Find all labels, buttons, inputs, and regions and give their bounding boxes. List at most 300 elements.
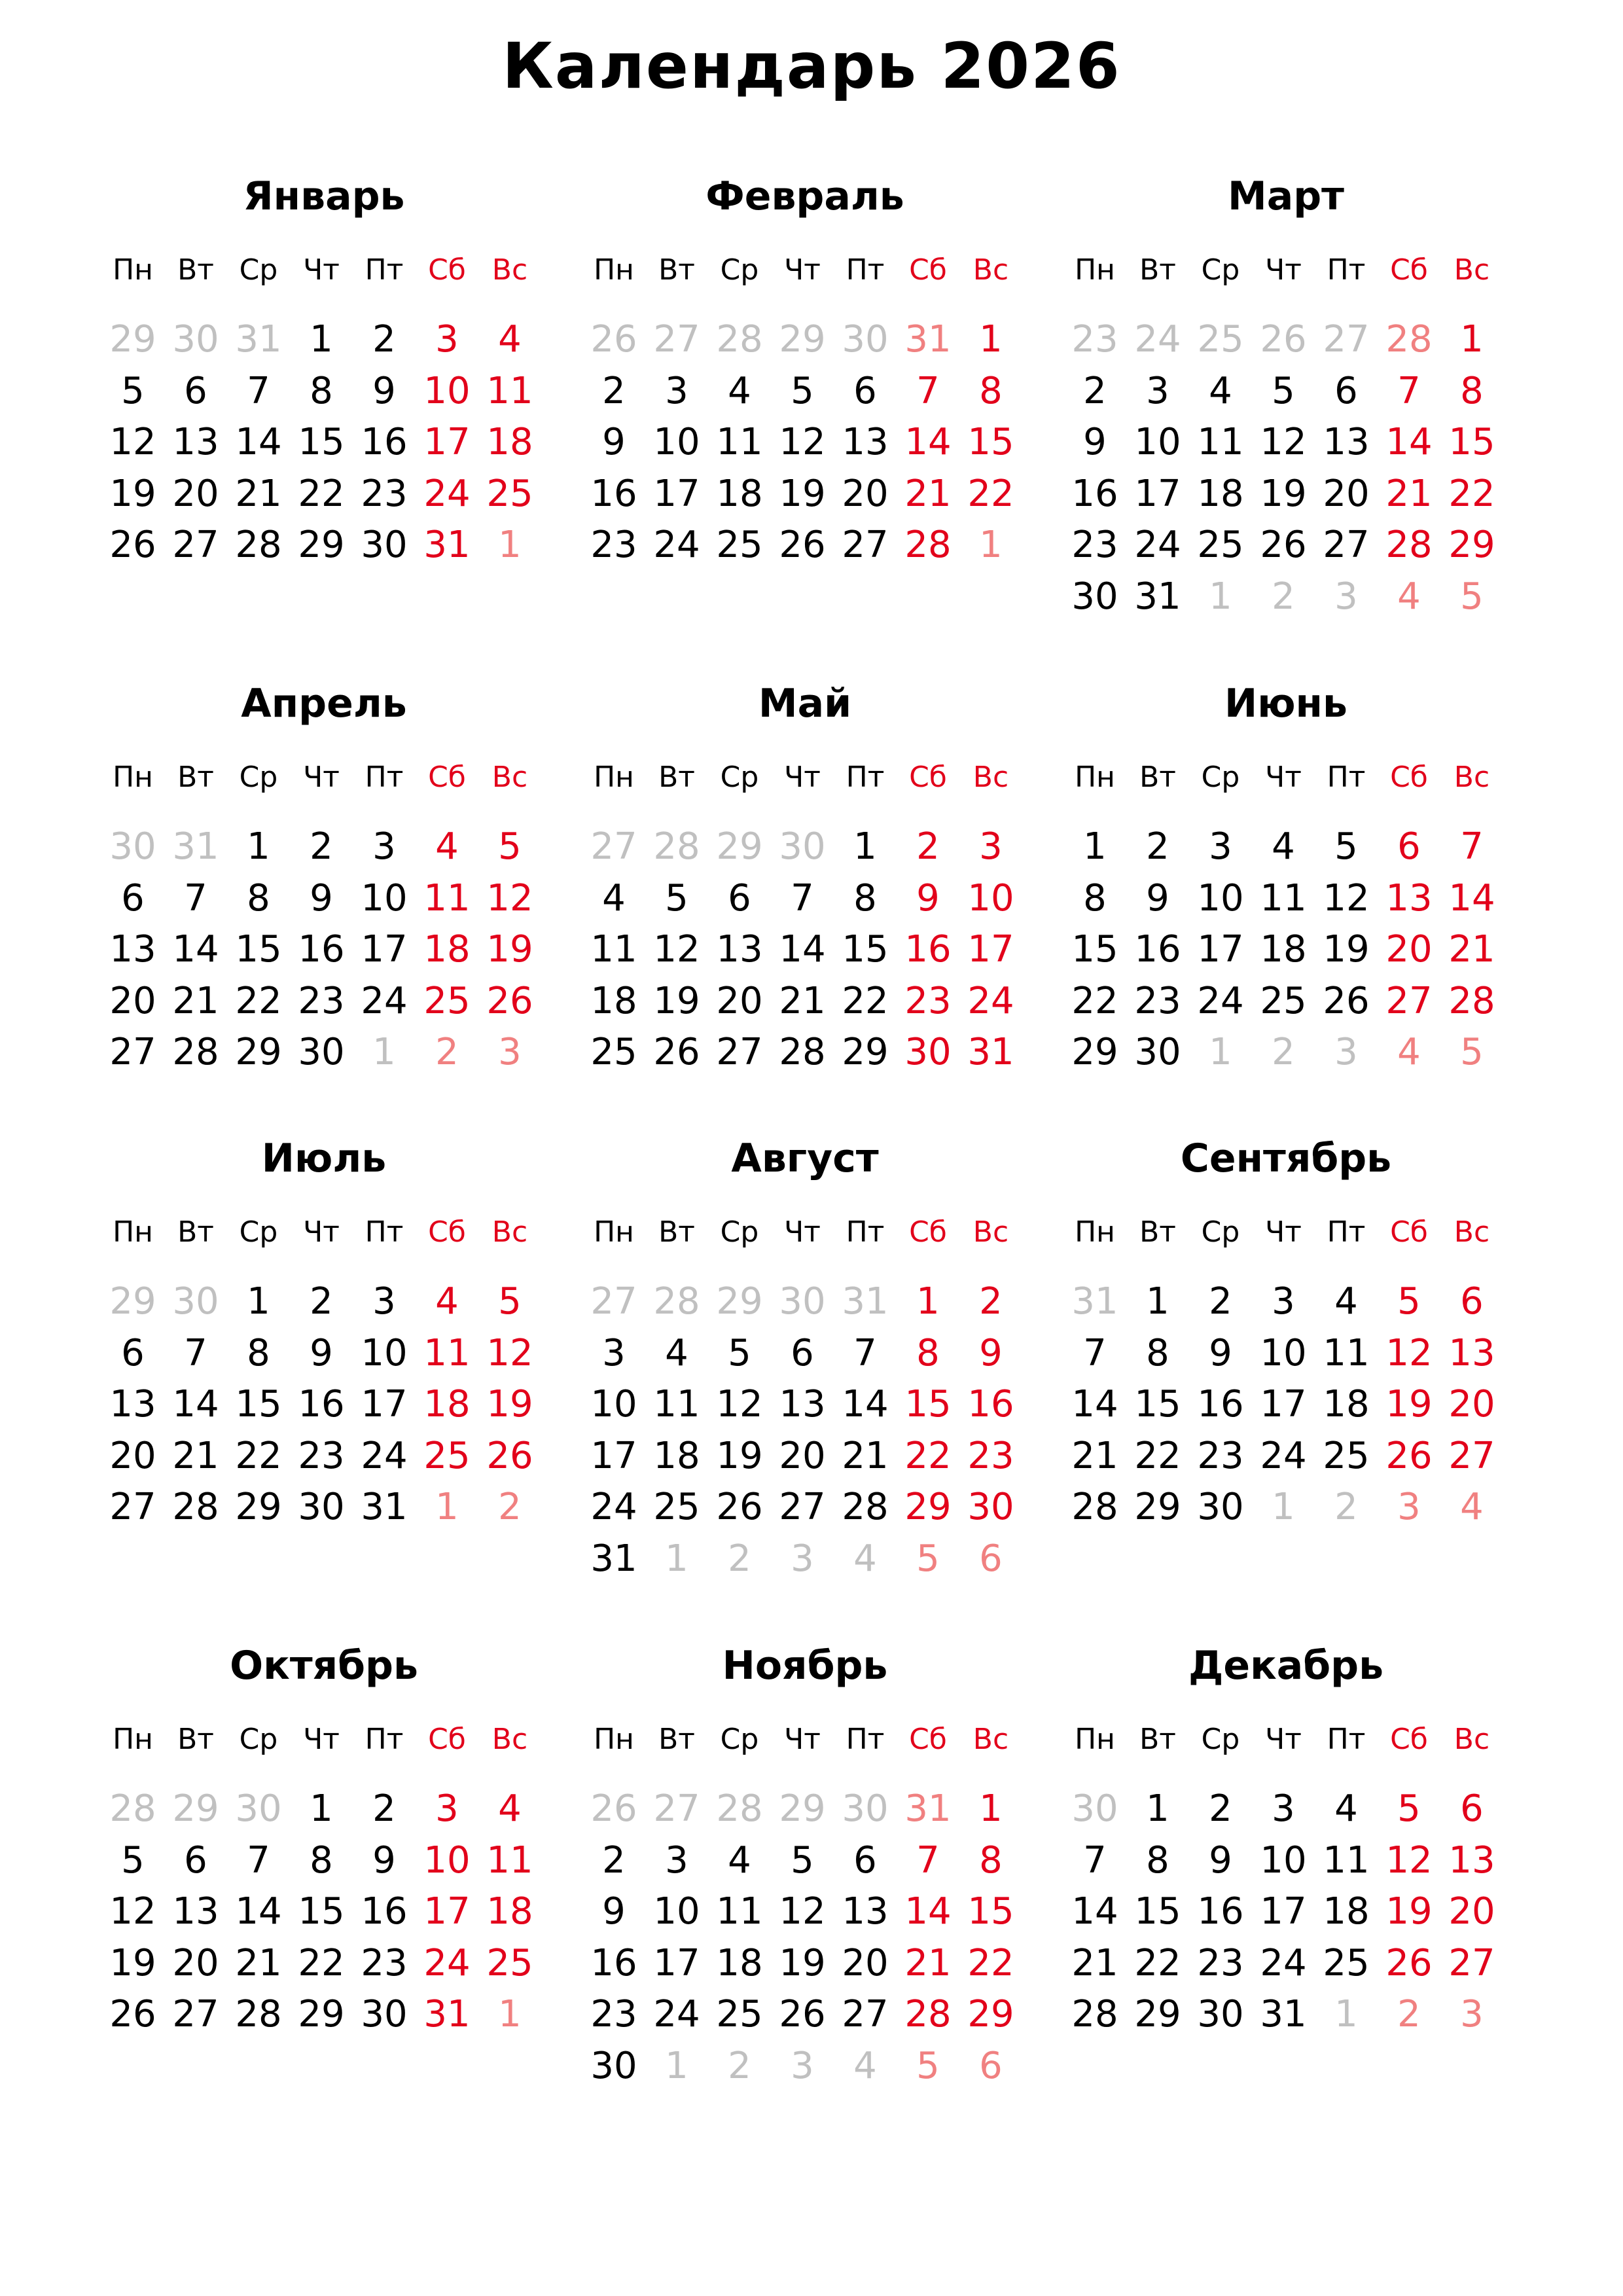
adjacent-month-day: 1: [498, 524, 522, 566]
day-cell: 17: [653, 472, 700, 515]
day-cell: 5: [1397, 1280, 1421, 1323]
day-cell: 26: [109, 524, 156, 566]
day-cell: 24: [967, 979, 1014, 1022]
day-cell: 18: [716, 1941, 763, 1984]
day-cell: 27: [1385, 979, 1433, 1022]
day-cell: 16: [1071, 472, 1118, 515]
day-cell: 21: [842, 1434, 889, 1477]
adjacent-month-day: 28: [716, 1787, 763, 1830]
weekday-header: Пт: [1327, 1723, 1366, 1756]
day-cell: 10: [590, 1383, 637, 1426]
weekday-header: Ср: [720, 761, 759, 794]
day-cell: 10: [653, 421, 700, 463]
day-cell: 14: [1385, 421, 1433, 463]
day-cell: 1: [853, 825, 877, 868]
day-cell: 16: [1134, 928, 1181, 971]
day-cell: 11: [486, 1839, 533, 1882]
day-cell: 8: [916, 1331, 940, 1374]
weekday-header: Вс: [491, 253, 528, 287]
day-cell: 11: [1260, 876, 1307, 920]
day-cell: 27: [109, 1031, 156, 1073]
day-cell: 4: [602, 876, 626, 920]
day-cell: 14: [1071, 1383, 1118, 1426]
day-cell: 17: [361, 1383, 408, 1426]
day-cell: 29: [235, 1486, 282, 1528]
day-cell: 3: [435, 1787, 459, 1830]
adjacent-month-day: 28: [716, 318, 763, 361]
day-cell: 6: [1460, 1787, 1484, 1830]
day-cell: 29: [298, 1993, 345, 2036]
day-cell: 13: [109, 928, 156, 971]
day-cell: 12: [779, 421, 826, 463]
weekday-header: Пт: [365, 761, 404, 794]
adjacent-month-day: 29: [109, 318, 156, 361]
day-cell: 5: [1397, 1787, 1421, 1830]
day-cell: 3: [372, 1280, 396, 1323]
day-cell: 24: [1260, 1434, 1307, 1477]
day-cell: 6: [853, 369, 877, 412]
day-cell: 9: [979, 1331, 1003, 1374]
day-cell: 3: [372, 825, 396, 868]
day-cell: 28: [172, 1031, 219, 1073]
day-cell: 15: [1448, 421, 1495, 463]
adjacent-month-day: 2: [1334, 1486, 1358, 1528]
adjacent-month-day: 26: [590, 318, 637, 361]
day-cell: 20: [716, 979, 763, 1022]
weekday-header: Ср: [720, 1215, 759, 1249]
day-cell: 23: [590, 1993, 637, 2036]
day-cell: 27: [1448, 1434, 1495, 1477]
day-cell: 3: [665, 369, 688, 412]
day-cell: 4: [1209, 369, 1232, 412]
month-name: Июнь: [1224, 681, 1347, 726]
day-cell: 20: [109, 979, 156, 1022]
day-cell: 16: [590, 472, 637, 515]
weekday-header: Пн: [113, 1215, 153, 1249]
day-cell: 7: [916, 1839, 940, 1882]
weekday-header: Ср: [720, 253, 759, 287]
weekday-header: Пн: [113, 761, 153, 794]
day-cell: 30: [298, 1486, 345, 1528]
weekday-header: Чт: [784, 253, 821, 287]
day-cell: 3: [1272, 1280, 1295, 1323]
weekday-header: Чт: [1265, 1215, 1302, 1249]
day-cell: 18: [1323, 1383, 1370, 1426]
weekday-header: Чт: [1265, 761, 1302, 794]
day-cell: 21: [779, 979, 826, 1022]
day-cell: 8: [247, 876, 270, 920]
day-cell: 19: [1323, 928, 1370, 971]
adjacent-month-day: 28: [653, 1280, 700, 1323]
day-cell: 9: [372, 369, 396, 412]
day-cell: 13: [779, 1383, 826, 1426]
day-cell: 11: [653, 1383, 700, 1426]
weekday-header: Вс: [491, 1723, 528, 1756]
day-cell: 2: [1209, 1280, 1232, 1323]
day-cell: 1: [247, 825, 270, 868]
weekday-header: Вт: [177, 1723, 214, 1756]
day-cell: 8: [979, 369, 1003, 412]
day-cell: 1: [1460, 318, 1484, 361]
day-cell: 15: [967, 1890, 1014, 1933]
day-cell: 8: [1146, 1331, 1169, 1374]
day-cell: 6: [121, 876, 145, 920]
day-cell: 21: [172, 1434, 219, 1477]
day-cell: 14: [172, 928, 219, 971]
day-cell: 4: [1334, 1787, 1358, 1830]
day-cell: 28: [904, 1993, 952, 2036]
day-cell: 11: [590, 928, 637, 971]
day-cell: 21: [172, 979, 219, 1022]
month-name: Апрель: [241, 681, 407, 726]
weekday-header: Сб: [428, 1215, 466, 1249]
weekday-header: Ср: [1201, 1215, 1240, 1249]
day-cell: 14: [904, 1890, 952, 1933]
day-cell: 22: [1134, 1941, 1181, 1984]
day-cell: 29: [298, 524, 345, 566]
adjacent-month-day: 23: [1071, 318, 1118, 361]
weekday-header: Ср: [1201, 1723, 1240, 1756]
day-cell: 18: [486, 1890, 533, 1933]
month-name: Ноябрь: [722, 1643, 888, 1689]
day-cell: 7: [853, 1331, 877, 1374]
day-cell: 13: [172, 1890, 219, 1933]
day-cell: 25: [1323, 1434, 1370, 1477]
day-cell: 21: [235, 472, 282, 515]
adjacent-month-day: 24: [1134, 318, 1181, 361]
day-cell: 25: [590, 1031, 637, 1073]
day-cell: 15: [904, 1383, 952, 1426]
day-cell: 12: [109, 1890, 156, 1933]
day-cell: 1: [979, 1787, 1003, 1830]
day-cell: 15: [1134, 1890, 1181, 1933]
adjacent-month-day: 31: [1071, 1280, 1118, 1323]
day-cell: 8: [1460, 369, 1484, 412]
day-cell: 15: [1134, 1383, 1181, 1426]
adjacent-month-day: 29: [716, 825, 763, 868]
day-cell: 12: [779, 1890, 826, 1933]
day-cell: 10: [361, 876, 408, 920]
day-cell: 14: [1448, 876, 1495, 920]
day-cell: 17: [361, 928, 408, 971]
month-name: Май: [758, 681, 852, 726]
adjacent-month-day: 3: [791, 2044, 814, 2087]
day-cell: 3: [435, 318, 459, 361]
weekday-header: Сб: [909, 1723, 947, 1756]
day-cell: 31: [423, 1993, 471, 2036]
day-cell: 15: [1071, 928, 1118, 971]
day-cell: 10: [653, 1890, 700, 1933]
adjacent-month-day: 27: [653, 1787, 700, 1830]
weekday-header: Пн: [1075, 253, 1115, 287]
day-cell: 25: [423, 979, 471, 1022]
day-cell: 13: [842, 1890, 889, 1933]
adjacent-month-day: 25: [1197, 318, 1244, 361]
adjacent-month-day: 26: [590, 1787, 637, 1830]
day-cell: 26: [779, 524, 826, 566]
day-cell: 30: [361, 524, 408, 566]
day-cell: 27: [842, 1993, 889, 2036]
day-cell: 9: [1209, 1331, 1232, 1374]
day-cell: 23: [1197, 1434, 1244, 1477]
page-title: Календарь 2026: [502, 29, 1121, 103]
day-cell: 25: [486, 472, 533, 515]
day-cell: 2: [979, 1280, 1003, 1323]
adjacent-month-day: 4: [1397, 1031, 1421, 1073]
day-cell: 12: [653, 928, 700, 971]
day-cell: 4: [1272, 825, 1295, 868]
day-cell: 13: [1448, 1331, 1495, 1374]
day-cell: 26: [1260, 524, 1307, 566]
weekday-header: Пт: [1327, 253, 1366, 287]
weekday-header: Сб: [428, 253, 466, 287]
adjacent-month-day: 5: [916, 1537, 940, 1580]
weekday-header: Сб: [428, 761, 466, 794]
day-cell: 3: [979, 825, 1003, 868]
day-cell: 31: [423, 524, 471, 566]
adjacent-month-day: 3: [498, 1031, 522, 1073]
weekday-header: Сб: [1390, 1215, 1428, 1249]
day-cell: 14: [779, 928, 826, 971]
day-cell: 25: [1260, 979, 1307, 1022]
day-cell: 7: [247, 369, 270, 412]
weekday-header: Чт: [784, 1215, 821, 1249]
adjacent-month-day: 28: [109, 1787, 156, 1830]
weekday-header: Сб: [1390, 761, 1428, 794]
day-cell: 13: [716, 928, 763, 971]
day-cell: 5: [1334, 825, 1358, 868]
day-cell: 19: [486, 928, 533, 971]
day-cell: 28: [235, 1993, 282, 2036]
weekday-header: Вт: [1139, 761, 1176, 794]
weekday-header: Вт: [658, 1723, 695, 1756]
weekday-header: Вс: [491, 761, 528, 794]
day-cell: 2: [310, 825, 333, 868]
adjacent-month-day: 27: [653, 318, 700, 361]
day-cell: 13: [1385, 876, 1433, 920]
day-cell: 9: [310, 1331, 333, 1374]
day-cell: 28: [1071, 1486, 1118, 1528]
day-cell: 2: [1083, 369, 1107, 412]
adjacent-month-day: 6: [979, 2044, 1003, 2087]
day-cell: 7: [791, 876, 814, 920]
day-cell: 28: [1385, 524, 1433, 566]
day-cell: 22: [967, 1941, 1014, 1984]
adjacent-month-day: 2: [1272, 1031, 1295, 1073]
weekday-header: Вс: [972, 761, 1009, 794]
day-cell: 28: [1448, 979, 1495, 1022]
adjacent-month-day: 31: [904, 1787, 952, 1830]
day-cell: 31: [590, 1537, 637, 1580]
day-cell: 30: [1197, 1993, 1244, 2036]
adjacent-month-day: 30: [1071, 1787, 1118, 1830]
day-cell: 8: [853, 876, 877, 920]
day-cell: 6: [1334, 369, 1358, 412]
day-cell: 29: [1134, 1993, 1181, 2036]
adjacent-month-day: 5: [1460, 575, 1484, 618]
month-name: Август: [731, 1136, 879, 1181]
adjacent-month-day: 3: [1334, 575, 1358, 618]
day-cell: 23: [298, 1434, 345, 1477]
day-cell: 5: [498, 1280, 522, 1323]
day-cell: 12: [486, 1331, 533, 1374]
day-cell: 13: [109, 1383, 156, 1426]
day-cell: 16: [1197, 1890, 1244, 1933]
day-cell: 5: [1272, 369, 1295, 412]
day-cell: 28: [904, 524, 952, 566]
day-cell: 2: [310, 1280, 333, 1323]
day-cell: 27: [172, 524, 219, 566]
adjacent-month-day: 30: [109, 825, 156, 868]
adjacent-month-day: 29: [172, 1787, 219, 1830]
day-cell: 6: [728, 876, 751, 920]
day-cell: 15: [235, 1383, 282, 1426]
day-cell: 15: [298, 421, 345, 463]
adjacent-month-day: 31: [842, 1280, 889, 1323]
weekday-header: Ср: [239, 761, 278, 794]
day-cell: 26: [1385, 1941, 1433, 1984]
day-cell: 4: [728, 1839, 751, 1882]
adjacent-month-day: 30: [235, 1787, 282, 1830]
day-cell: 16: [298, 928, 345, 971]
day-cell: 20: [779, 1434, 826, 1477]
day-cell: 4: [498, 318, 522, 361]
day-cell: 9: [1209, 1839, 1232, 1882]
day-cell: 27: [1448, 1941, 1495, 1984]
day-cell: 3: [665, 1839, 688, 1882]
day-cell: 2: [1146, 825, 1169, 868]
day-cell: 6: [853, 1839, 877, 1882]
day-cell: 8: [1146, 1839, 1169, 1882]
weekday-header: Пт: [846, 253, 885, 287]
day-cell: 14: [842, 1383, 889, 1426]
day-cell: 22: [235, 979, 282, 1022]
weekday-header: Чт: [784, 761, 821, 794]
day-cell: 4: [498, 1787, 522, 1830]
day-cell: 2: [602, 1839, 626, 1882]
day-cell: 19: [1260, 472, 1307, 515]
day-cell: 29: [1071, 1031, 1118, 1073]
day-cell: 16: [361, 1890, 408, 1933]
day-cell: 7: [1083, 1331, 1107, 1374]
weekday-header: Сб: [1390, 1723, 1428, 1756]
weekday-header: Пт: [365, 1215, 404, 1249]
day-cell: 7: [1083, 1839, 1107, 1882]
day-cell: 31: [1260, 1993, 1307, 2036]
day-cell: 21: [904, 1941, 952, 1984]
adjacent-month-day: 31: [172, 825, 219, 868]
day-cell: 9: [310, 876, 333, 920]
day-cell: 29: [1448, 524, 1495, 566]
day-cell: 25: [423, 1434, 471, 1477]
day-cell: 27: [109, 1486, 156, 1528]
day-cell: 10: [361, 1331, 408, 1374]
day-cell: 27: [779, 1486, 826, 1528]
day-cell: 10: [1197, 876, 1244, 920]
adjacent-month-day: 1: [435, 1486, 459, 1528]
day-cell: 1: [310, 318, 333, 361]
day-cell: 15: [842, 928, 889, 971]
adjacent-month-day: 4: [853, 1537, 877, 1580]
adjacent-month-day: 29: [779, 318, 826, 361]
day-cell: 24: [361, 1434, 408, 1477]
weekday-header: Пт: [846, 1215, 885, 1249]
day-cell: 25: [653, 1486, 700, 1528]
day-cell: 11: [1323, 1331, 1370, 1374]
month-name: Декабрь: [1188, 1643, 1384, 1689]
weekday-header: Сб: [428, 1723, 466, 1756]
day-cell: 24: [1197, 979, 1244, 1022]
day-cell: 12: [1323, 876, 1370, 920]
adjacent-month-day: 4: [1460, 1486, 1484, 1528]
day-cell: 9: [1083, 421, 1107, 463]
day-cell: 16: [1197, 1383, 1244, 1426]
day-cell: 11: [1197, 421, 1244, 463]
weekday-header: Ср: [239, 1215, 278, 1249]
day-cell: 18: [423, 928, 471, 971]
day-cell: 20: [1448, 1890, 1495, 1933]
adjacent-month-day: 1: [979, 524, 1003, 566]
day-cell: 17: [590, 1434, 637, 1477]
day-cell: 7: [184, 876, 207, 920]
day-cell: 20: [172, 1941, 219, 1984]
day-cell: 23: [1197, 1941, 1244, 1984]
day-cell: 29: [967, 1993, 1014, 2036]
day-cell: 17: [967, 928, 1014, 971]
day-cell: 26: [1385, 1434, 1433, 1477]
weekday-header: Вт: [658, 253, 695, 287]
day-cell: 29: [842, 1031, 889, 1073]
day-cell: 19: [716, 1434, 763, 1477]
day-cell: 26: [109, 1993, 156, 2036]
day-cell: 16: [967, 1383, 1014, 1426]
day-cell: 14: [1071, 1890, 1118, 1933]
adjacent-month-day: 1: [498, 1993, 522, 2036]
day-cell: 6: [184, 1839, 207, 1882]
day-cell: 15: [967, 421, 1014, 463]
day-cell: 18: [486, 421, 533, 463]
day-cell: 10: [423, 1839, 471, 1882]
day-cell: 21: [1448, 928, 1495, 971]
day-cell: 2: [372, 318, 396, 361]
day-cell: 22: [842, 979, 889, 1022]
day-cell: 26: [716, 1486, 763, 1528]
day-cell: 22: [1134, 1434, 1181, 1477]
adjacent-month-day: 26: [1260, 318, 1307, 361]
day-cell: 18: [1323, 1890, 1370, 1933]
day-cell: 24: [653, 524, 700, 566]
weekday-header: Вс: [972, 1723, 1009, 1756]
day-cell: 2: [602, 369, 626, 412]
day-cell: 7: [1460, 825, 1484, 868]
day-cell: 7: [916, 369, 940, 412]
weekday-header: Чт: [1265, 253, 1302, 287]
adjacent-month-day: 30: [779, 1280, 826, 1323]
weekday-header: Вс: [1454, 1723, 1490, 1756]
day-cell: 8: [310, 1839, 333, 1882]
weekday-header: Вс: [972, 1215, 1009, 1249]
day-cell: 11: [716, 1890, 763, 1933]
day-cell: 18: [423, 1383, 471, 1426]
day-cell: 1: [1083, 825, 1107, 868]
adjacent-month-day: 1: [665, 1537, 688, 1580]
day-cell: 19: [779, 1941, 826, 1984]
day-cell: 2: [372, 1787, 396, 1830]
adjacent-month-day: 4: [853, 2044, 877, 2087]
day-cell: 17: [1260, 1890, 1307, 1933]
weekday-header: Пн: [594, 1723, 634, 1756]
day-cell: 5: [791, 369, 814, 412]
